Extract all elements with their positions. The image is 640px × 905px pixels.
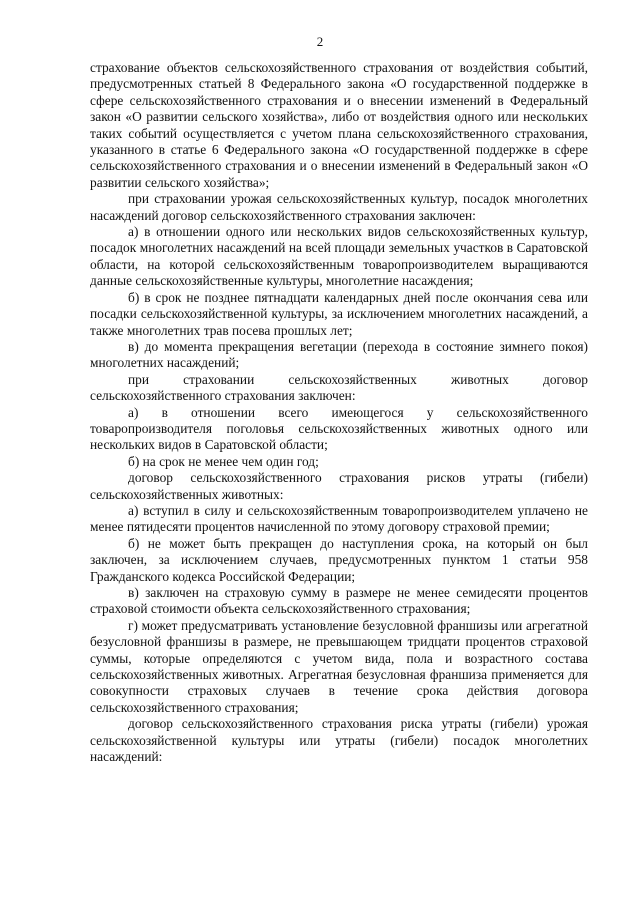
paragraph: г) может предусматривать установление безусловной франшизы или агрегатной безусловной франшизы в размере, не превышающем тридцати процентов страховой суммы, которые определяются с учетом вида, пола и возрастного состава сельскохозяйственных животных. Агрегатная безусловная франшиза применяется для совокупности страховых случаев в течение срока действия договора сельскохозяйственного страхования;: [90, 617, 588, 715]
paragraph: при страховании сельскохозяйственных животных договор сельскохозяйственного страхования заключен:: [90, 371, 588, 404]
paragraph: б) на срок не менее чем один год;: [128, 453, 319, 469]
paragraph: а) в отношении всего имеющегося у сельскохозяйственного товаропроизводителя поголовья сельскохозяйственных животных одного или нескольких видов в Саратовской области;: [90, 404, 588, 453]
paragraph: договор сельскохозяйственного страхования рисков утраты (гибели) сельскохозяйственных животных:: [90, 470, 588, 502]
page-number: 2: [316, 34, 324, 49]
paragraph: б) не может быть прекращен до наступления срока, на который он был заключен, за исключением случаев, предусмотренных пунктом 1 статьи 958 Гражданского кодекса Российской Федерации;: [90, 535, 588, 584]
paragraph: б) в срок не позднее пятнадцати календарных дней после окончания сева или посадки сельскохозяйственной культуры, за исключением многолетних насаждений, а также многолетних трав посева прошлых лет;: [90, 289, 588, 338]
paragraph: в) до момента прекращения вегетации (перехода в состояние зимнего покоя) многолетних насаждений;: [90, 338, 588, 371]
document-body: [90, 60, 588, 765]
paragraph: в) заключен на страховую сумму в размере не менее семидесяти процентов страховой стоимости объекта сельскохозяйственного страхования;: [90, 585, 588, 617]
paragraph: а) в отношении одного или нескольких видов сельскохозяйственных культур, посадок многолетних насаждений на всей площади земельных участков в Саратовской области, на которой сельскохозяйственным товаропроизводителем выращиваются данные сельскохозяйственные культуры, многолетние насаждения;: [90, 224, 588, 289]
paragraph: а) вступил в силу и сельскохозяйственным товаропроизводителем уплачено не менее пятидесяти процентов начисленной по этому договору страховой премии;: [90, 502, 588, 535]
paragraph: при страховании урожая сельскохозяйственных культур, посадок многолетних насаждений договор сельскохозяйственного страхования заключен:: [90, 191, 588, 223]
paragraph: договор сельскохозяйственного страхования риска утраты (гибели) урожая сельскохозяйственной культуры или утраты (гибели) посадок многолетних насаждений:: [90, 716, 588, 765]
paragraph: страхование объектов сельскохозяйственного страхования от воздействия событий, предусмотренных статьей 8 Федерального закона «О государственной поддержке в сфере сельскохозяйственного страхования и о внесении изменений в Федеральный закон «О развитии сельского хозяйства», либо от воздействия одного или нескольких таких событий осуществляется с учетом плана сельскохозяйственного страхования, указанного в статье 6 Федерального закона «О государственной поддержке в сфере сельскохозяйственного страхования и о внесении изменений в Федеральный закон «О развитии сельского хозяйства»;: [90, 60, 588, 190]
